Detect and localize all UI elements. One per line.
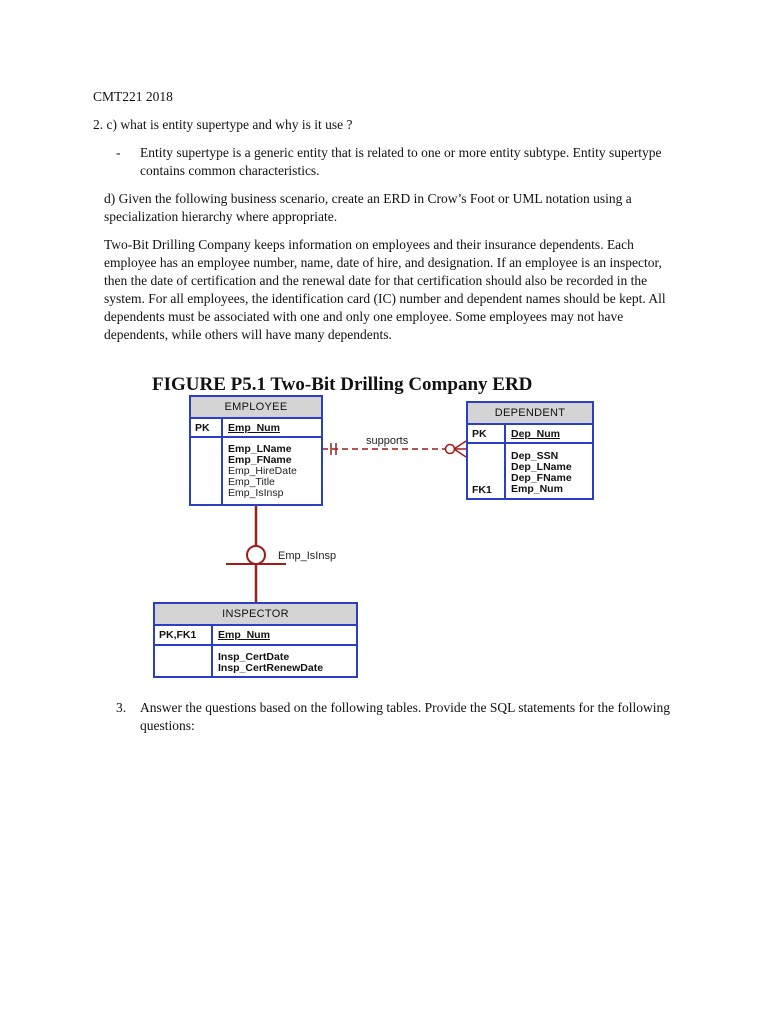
employee-entity [189, 395, 323, 506]
optional-circle [446, 445, 455, 454]
dependent-fk-key: FK1 [472, 484, 492, 496]
employee-pk-attr: Emp_Num [228, 422, 280, 434]
employee-attr: Emp_HireDate [228, 465, 297, 477]
inspector-attr: Insp_CertDate [218, 651, 290, 663]
inspector-pk-key: PK,FK1 [155, 626, 213, 644]
crowfoot-top [454, 441, 466, 449]
employee-attr: Emp_LName [228, 443, 292, 455]
dependent-attr: Dep_FName [511, 472, 572, 484]
dependent-header: DEPENDENT [468, 403, 592, 425]
dependent-attr: Dep_SSN [511, 450, 559, 462]
business-scenario: Two-Bit Drilling Company keeps information on employees and their insurance dependents. Each employee has an employee number, name, date of hire, and designation. If an employee is an inspector, then the date of certification and the renewal date for that certification should also be recorded in the system. For all employees, the identification card (IC) number and dependent names should be kept. All dependents must be associated with one and only one employee. Some employees may not have dependents, while others will have many dependents. [104, 237, 666, 342]
crowfoot-bottom [454, 449, 466, 457]
supports-label: supports [366, 435, 409, 447]
erd-figure [148, 374, 608, 686]
disjoint-circle [247, 546, 265, 564]
dependent-entity [466, 401, 594, 500]
employee-header: EMPLOYEE [191, 397, 321, 419]
inspector-attr: Insp_CertRenewDate [218, 662, 324, 674]
question-3: Answer the questions based on the following tables. Provide the SQL statements for the following questions: [140, 700, 671, 733]
employee-attr: Emp_FName [228, 454, 292, 466]
dependent-attr: Emp_Num [511, 483, 563, 495]
discriminator-label: Emp_IsInsp [278, 550, 337, 562]
inspector-pk-attr: Emp_Num [218, 629, 270, 641]
answer-2c: Entity supertype is a generic entity that is related to one or more entity subtype. Entity supertype contains common characteristics. [140, 145, 662, 178]
employee-pk-key: PK [191, 419, 223, 436]
question-2d: d) Given the following business scenario, create an ERD in Crow’s Foot or UML notation using a specialization hierarchy where appropriate. [104, 191, 632, 224]
question-3-number: 3. [116, 700, 127, 715]
inspector-header: INSPECTOR [155, 604, 356, 626]
employee-attr: Emp_IsInsp [228, 487, 284, 499]
dependent-attr: Dep_LName [511, 461, 572, 473]
employee-attr: Emp_Title [228, 476, 275, 488]
figure-title: FIGURE P5.1 Two-Bit Drilling Company ERD [152, 374, 533, 395]
dependent-pk-key: PK [468, 425, 506, 442]
dependent-pk-attr: Dep_Num [511, 428, 561, 440]
inspector-entity [153, 602, 358, 678]
question-2c: 2. c) what is entity supertype and why is it use ? [93, 117, 353, 132]
course-header: CMT221 2018 [93, 89, 173, 104]
bullet-dash: - [116, 145, 121, 160]
